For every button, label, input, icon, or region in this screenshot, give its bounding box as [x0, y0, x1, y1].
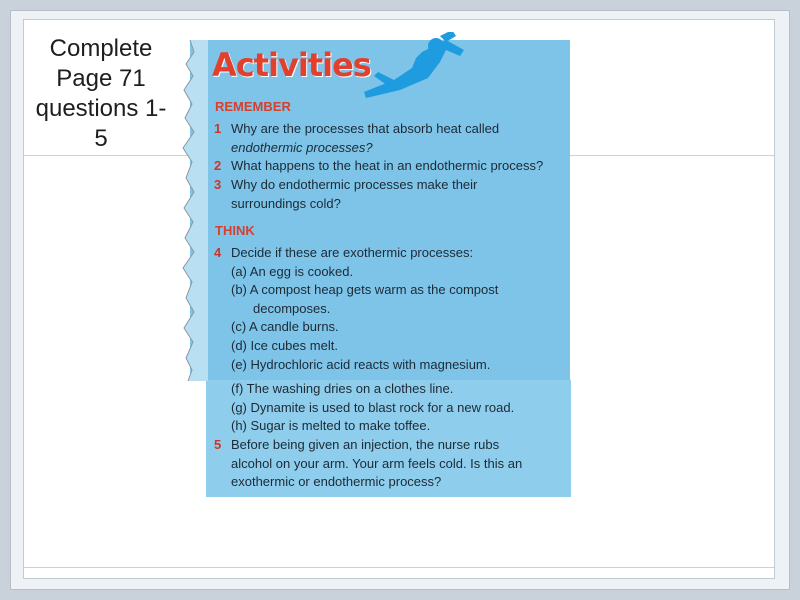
question-2	[214, 157, 544, 176]
question-1	[214, 120, 500, 157]
option-a: (a) An egg is cooked.	[231, 263, 354, 279]
question-number: 5	[214, 437, 222, 452]
option-b: (b) A compost heap gets warm as the compost	[231, 282, 499, 298]
question-text: What happens to the heat in an endothermic process?	[231, 158, 544, 173]
option-b-continued: decomposes.	[253, 300, 331, 316]
question-text: exothermic or endothermic process?	[231, 474, 442, 490]
question-3	[214, 176, 478, 213]
slide-title	[26, 34, 176, 154]
question-text: surroundings cold?	[231, 195, 341, 211]
option-g: (g) Dynamite is used to blast rock for a new road.	[231, 399, 515, 415]
think-heading: THINK	[215, 223, 255, 238]
option-f: (f) The washing dries on a clothes line.	[231, 381, 454, 396]
footer-divider	[24, 567, 774, 568]
question-number: 2	[214, 158, 222, 173]
question-number: 4	[214, 245, 222, 260]
diver-icon	[360, 32, 470, 102]
title-line: questions 1-	[35, 95, 167, 122]
question-text: Before being given an injection, the nurse rubs	[231, 437, 500, 452]
torn-paper-edge	[180, 40, 208, 381]
question-text: Decide if these are exothermic processes:	[231, 245, 474, 260]
remember-heading: REMEMBER	[215, 99, 291, 114]
activities-heading: Activities	[212, 46, 371, 84]
question-number: 3	[214, 177, 222, 192]
question-text: alcohol on your arm. Your arm feels cold. Is this an	[231, 455, 523, 471]
question-text: Why do endothermic processes make their	[231, 177, 478, 192]
title-line: 5	[94, 125, 108, 152]
question-4	[214, 244, 499, 374]
title-line: Complete	[49, 35, 153, 62]
option-c: (c) A candle burns.	[231, 319, 339, 335]
question-text: Why are the processes that absorb heat called	[231, 121, 500, 136]
question-number: 1	[214, 121, 222, 136]
option-d: (d) Ice cubes melt.	[231, 337, 338, 353]
option-e: (e) Hydrochloric acid reacts with magnesium.	[231, 356, 491, 372]
question-5	[214, 436, 523, 492]
question-4-continued	[231, 380, 514, 436]
question-text: endothermic processes?	[231, 139, 373, 155]
option-h: (h) Sugar is melted to make toffee.	[231, 418, 431, 434]
title-line: Page 71	[56, 65, 146, 92]
